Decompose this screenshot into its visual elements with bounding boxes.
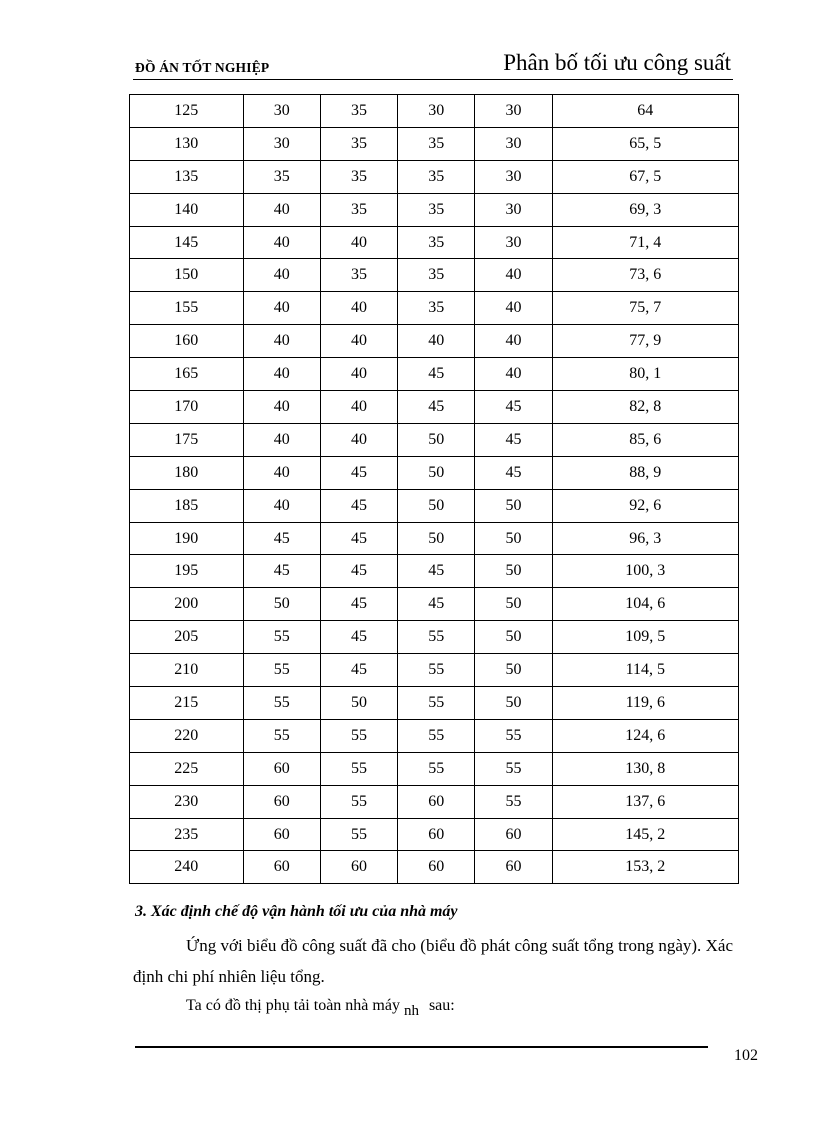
table-cell: 104, 6	[552, 588, 738, 621]
table-cell: 30	[243, 127, 320, 160]
table-cell: 96, 3	[552, 522, 738, 555]
table-row	[130, 325, 739, 358]
table-cell: 80, 1	[552, 358, 738, 391]
page-number: 102	[734, 1047, 758, 1064]
table-cell: 40	[243, 489, 320, 522]
table-cell: 45	[475, 423, 552, 456]
table-cell: 40	[243, 391, 320, 424]
body-line	[186, 997, 455, 1019]
table-cell: 45	[320, 621, 397, 654]
table-row	[130, 851, 739, 884]
table-row	[130, 226, 739, 259]
table-cell: 60	[243, 818, 320, 851]
table-cell: 125	[130, 95, 244, 128]
table-cell: 55	[475, 785, 552, 818]
table-cell: 119, 6	[552, 687, 738, 720]
table-cell: 45	[320, 522, 397, 555]
table-cell: 45	[475, 456, 552, 489]
table-cell: 67, 5	[552, 160, 738, 193]
subscript-nh: nh	[403, 1003, 419, 1019]
table-cell: 30	[475, 160, 552, 193]
table-cell: 155	[130, 292, 244, 325]
table-row	[130, 719, 739, 752]
table-row	[130, 687, 739, 720]
table-cell: 45	[475, 391, 552, 424]
table-cell: 45	[398, 588, 475, 621]
table-cell: 30	[243, 95, 320, 128]
table-cell: 50	[398, 456, 475, 489]
table-cell: 60	[398, 785, 475, 818]
table-cell: 180	[130, 456, 244, 489]
table-cell: 60	[243, 785, 320, 818]
table-cell: 220	[130, 719, 244, 752]
table-row	[130, 785, 739, 818]
thesis-label: ĐỒ ÁN TỐT NGHIỆP	[135, 60, 270, 75]
table-cell: 40	[475, 358, 552, 391]
table-cell: 40	[475, 259, 552, 292]
table-cell: 60	[243, 752, 320, 785]
section-title: 3. Xác định chế độ vận hành tối ưu của nhà máy	[135, 903, 458, 920]
table-cell: 35	[398, 292, 475, 325]
table-cell: 50	[398, 522, 475, 555]
table-cell: 55	[320, 752, 397, 785]
table-row	[130, 621, 739, 654]
table-cell: 40	[475, 325, 552, 358]
table-cell: 40	[243, 456, 320, 489]
table-cell: 160	[130, 325, 244, 358]
table-cell: 40	[243, 358, 320, 391]
table-cell: 190	[130, 522, 244, 555]
table-cell: 215	[130, 687, 244, 720]
table-row	[130, 391, 739, 424]
footer-rule	[135, 1046, 708, 1048]
table-cell: 40	[320, 391, 397, 424]
table-cell: 60	[475, 818, 552, 851]
table-cell: 88, 9	[552, 456, 738, 489]
table-cell: 64	[552, 95, 738, 128]
table-cell: 30	[475, 226, 552, 259]
table-cell: 205	[130, 621, 244, 654]
table-cell: 55	[320, 719, 397, 752]
table-cell: 170	[130, 391, 244, 424]
table-row	[130, 555, 739, 588]
table-cell: 230	[130, 785, 244, 818]
table-cell: 40	[243, 292, 320, 325]
table-cell: 30	[475, 127, 552, 160]
table-cell: 35	[398, 193, 475, 226]
table-cell: 40	[243, 423, 320, 456]
table-row	[130, 193, 739, 226]
table-cell: 35	[320, 160, 397, 193]
table-cell: 185	[130, 489, 244, 522]
table-cell: 175	[130, 423, 244, 456]
table-cell: 50	[475, 654, 552, 687]
table-cell: 200	[130, 588, 244, 621]
table-cell: 50	[243, 588, 320, 621]
table-row	[130, 127, 739, 160]
table-cell: 75, 7	[552, 292, 738, 325]
table-cell: 35	[398, 160, 475, 193]
table-cell: 55	[398, 752, 475, 785]
table-row	[130, 358, 739, 391]
table-row	[130, 654, 739, 687]
table-cell: 40	[320, 423, 397, 456]
table-cell: 140	[130, 193, 244, 226]
table-cell: 225	[130, 752, 244, 785]
table-cell: 77, 9	[552, 325, 738, 358]
table-cell: 45	[320, 456, 397, 489]
table-cell: 210	[130, 654, 244, 687]
table-cell: 40	[320, 226, 397, 259]
table-cell: 50	[475, 522, 552, 555]
table-cell: 60	[398, 818, 475, 851]
table-cell: 40	[243, 226, 320, 259]
table-cell: 60	[398, 851, 475, 884]
table-cell: 85, 6	[552, 423, 738, 456]
table-cell: 40	[320, 358, 397, 391]
table-cell: 45	[243, 555, 320, 588]
table-cell: 50	[398, 489, 475, 522]
table-cell: 55	[243, 687, 320, 720]
table-cell: 65, 5	[552, 127, 738, 160]
table-row	[130, 160, 739, 193]
table-cell: 35	[320, 95, 397, 128]
table-cell: 35	[398, 259, 475, 292]
table-cell: 92, 6	[552, 489, 738, 522]
table-cell: 114, 5	[552, 654, 738, 687]
table-cell: 130, 8	[552, 752, 738, 785]
table-cell: 69, 3	[552, 193, 738, 226]
table-cell: 40	[320, 292, 397, 325]
table-cell: 55	[475, 752, 552, 785]
table-cell: 55	[243, 621, 320, 654]
table-cell: 30	[398, 95, 475, 128]
table-cell: 35	[243, 160, 320, 193]
table-cell: 55	[398, 687, 475, 720]
table-cell: 235	[130, 818, 244, 851]
table-cell: 55	[320, 785, 397, 818]
table-cell: 100, 3	[552, 555, 738, 588]
table-row	[130, 292, 739, 325]
table-cell: 150	[130, 259, 244, 292]
table-cell: 40	[475, 292, 552, 325]
table-row	[130, 423, 739, 456]
table-row	[130, 752, 739, 785]
table-cell: 82, 8	[552, 391, 738, 424]
table-row	[130, 259, 739, 292]
chapter-title: Phân bố tối ưu công suất	[503, 50, 731, 75]
table-cell: 50	[475, 588, 552, 621]
body-paragraph: Ứng với biểu đồ công suất đã cho (biểu đồ phát công suất tổng trong ngày). Xác định chi phí nhiên liệu tổng.	[133, 936, 733, 986]
table-cell: 50	[475, 555, 552, 588]
table-row	[130, 456, 739, 489]
table-cell: 137, 6	[552, 785, 738, 818]
table-cell: 50	[320, 687, 397, 720]
table-cell: 55	[243, 654, 320, 687]
table-cell: 195	[130, 555, 244, 588]
table-cell: 40	[398, 325, 475, 358]
table-cell: 40	[243, 325, 320, 358]
table-cell: 135	[130, 160, 244, 193]
table-cell: 145, 2	[552, 818, 738, 851]
table-cell: 45	[398, 391, 475, 424]
table-cell: 71, 4	[552, 226, 738, 259]
table-cell: 35	[320, 259, 397, 292]
table-cell: 40	[320, 325, 397, 358]
table-cell: 55	[320, 818, 397, 851]
table-cell: 55	[398, 719, 475, 752]
table-cell: 30	[475, 95, 552, 128]
table-cell: 50	[398, 423, 475, 456]
table-cell: 55	[475, 719, 552, 752]
table-cell: 240	[130, 851, 244, 884]
power-allocation-table	[129, 94, 739, 884]
table-cell: 35	[320, 193, 397, 226]
table-cell: 45	[398, 555, 475, 588]
table-cell: 35	[398, 226, 475, 259]
table-cell: 55	[398, 654, 475, 687]
table-cell: 60	[243, 851, 320, 884]
table-cell: 45	[320, 588, 397, 621]
table-cell: 30	[475, 193, 552, 226]
table-row	[130, 95, 739, 128]
table-cell: 55	[398, 621, 475, 654]
body-line-end: sau:	[428, 997, 455, 1014]
table-cell: 40	[243, 193, 320, 226]
table-cell: 50	[475, 621, 552, 654]
table-cell: 45	[398, 358, 475, 391]
table-cell: 165	[130, 358, 244, 391]
table-body	[130, 95, 739, 884]
table-cell: 73, 6	[552, 259, 738, 292]
table-cell: 40	[243, 259, 320, 292]
page-header	[133, 50, 733, 80]
table-row	[130, 489, 739, 522]
table-cell: 55	[243, 719, 320, 752]
table-cell: 45	[320, 654, 397, 687]
table-cell: 145	[130, 226, 244, 259]
table-row	[130, 588, 739, 621]
body-line-start: Ta có đồ thị phụ tải toàn nhà máy	[186, 997, 400, 1014]
table-row	[130, 522, 739, 555]
table-cell: 130	[130, 127, 244, 160]
table-cell: 109, 5	[552, 621, 738, 654]
table-cell: 60	[320, 851, 397, 884]
header-rule	[133, 79, 733, 80]
table-row	[130, 818, 739, 851]
table-cell: 45	[320, 555, 397, 588]
table-cell: 153, 2	[552, 851, 738, 884]
table-cell: 45	[243, 522, 320, 555]
table-cell: 50	[475, 489, 552, 522]
table-cell: 35	[398, 127, 475, 160]
table-cell: 35	[320, 127, 397, 160]
table-cell: 50	[475, 687, 552, 720]
table-cell: 45	[320, 489, 397, 522]
table-cell: 124, 6	[552, 719, 738, 752]
table-cell: 60	[475, 851, 552, 884]
